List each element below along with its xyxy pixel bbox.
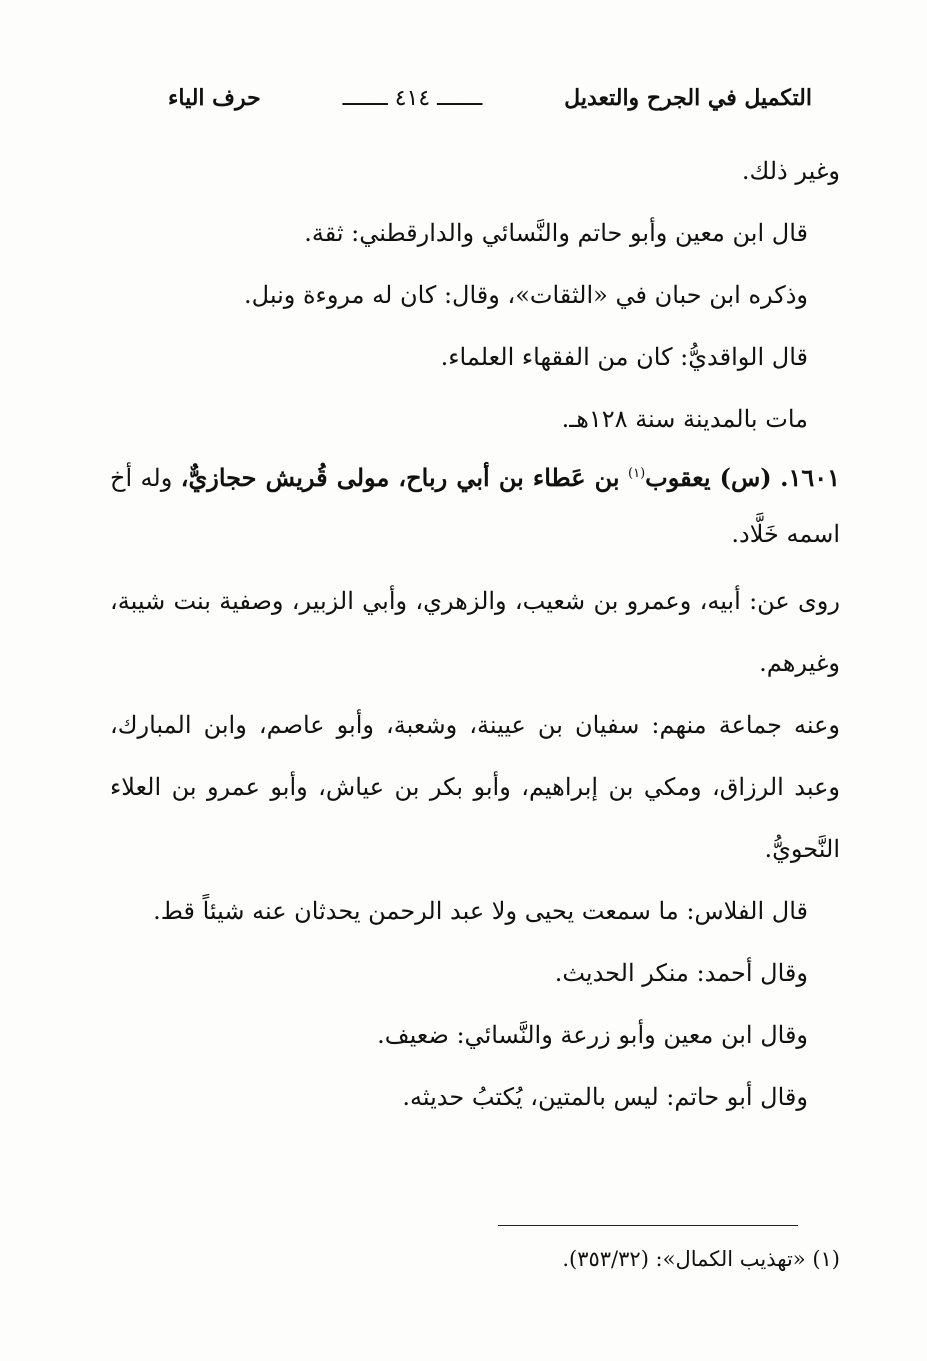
text-paragraph: قال ابن معين وأبو حاتم والنَّسائي والدارقطني: ثقة. (304, 219, 808, 247)
header-book-title: التكميل في الجرح والتعديل (564, 85, 812, 111)
entry-title: (س) يعقوب (645, 463, 772, 492)
text-paragraph: وعنه جماعة منهم: سفيان بن عيينة، وشعبة، وأبو عاصم، وابن المبارك، وعبد الرزاق، ومكي بن إبراهيم، وأبو بكر بن عياش، وأبو عمرو بن العلاء النَّحويُّ. (110, 711, 840, 863)
text-paragraph: مات بالمدينة سنة ١٢٨هـ. (561, 405, 808, 433)
entry-number: ١٦٠١. (780, 463, 840, 492)
footnote-marker: (١) (628, 466, 646, 481)
entry-title-rest: بن عَطاء بن أبي رباح، مولى قُريش حجازيٌّ، (180, 463, 620, 492)
footnote: (١) «تهذيب الكمال»: (٣٥٣/٣٢). (562, 1247, 840, 1271)
text-paragraph: روى عن: أبيه، وعمرو بن شعيب، والزهري، وأبي الزبير، وصفية بنت شيبة، وغيرهم. (110, 587, 840, 677)
header-page-number: ٤١٤ (394, 85, 431, 111)
header-dash-right: ـــــــ (437, 85, 483, 111)
main-text (110, 140, 840, 1128)
header-dash-left: ـــــــ (342, 85, 388, 111)
text-paragraph: قال الواقديُّ: كان من الفقهاء العلماء. (440, 343, 808, 371)
text-paragraph: وذكره ابن حبان في «الثقات»، وقال: كان له مروءة ونبل. (244, 281, 808, 309)
footnote-separator (498, 1225, 798, 1226)
running-header (168, 78, 812, 118)
entry-text: وله أخ اسمه خَلَّاد. (110, 464, 840, 548)
biography-entry (110, 450, 840, 562)
text-paragraph: وغير ذلك. (741, 157, 840, 185)
header-section-name: حرف الياء (168, 85, 261, 111)
text-paragraph: وقال أبو حاتم: ليس بالمتين، يُكتبُ حديثه. (402, 1083, 808, 1111)
header-page-number-group (343, 86, 483, 111)
text-paragraph: قال الفلاس: ما سمعت يحيى ولا عبد الرحمن يحدثان عنه شيئاً قط. (153, 897, 808, 925)
text-paragraph: وقال ابن معين وأبو زرعة والنَّسائي: ضعيف. (377, 1021, 808, 1049)
text-paragraph: وقال أحمد: منكر الحديث. (554, 959, 808, 987)
